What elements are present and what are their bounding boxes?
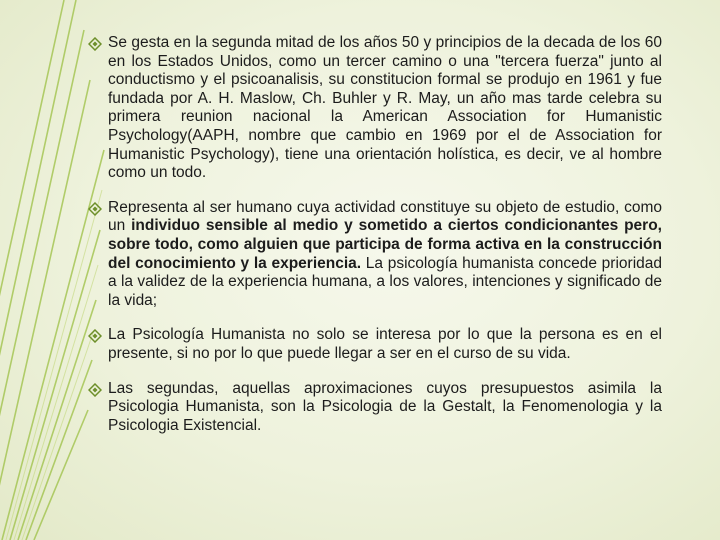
bullet-text: Se gesta en la segunda mitad de los años 50 y principios de la decada de los 60 en los Estados Unidos, como un tercer camino o una "tercera fuerza" junto al conductismo y el psicoanalisis, su constitucion formal se produjo en 1961 y fue fundada por A. H. Maslow, Ch. Buhler y R. May, un año mas tarde celebra su primera reunion nacional la American Association for Humanistic Psychology(AAPH, nombre que cambio en 1969 por el de Association for Humanistic Psychology), tiene una orientación holística, es decir, ve al hombre como un todo. [108,34,662,182]
bullet-text [108,199,662,311]
bullet-text: Las segundas, aquellas aproximaciones cuyos presupuestos asimila la Psicologia Humanista, son la Psicologia de la Gestalt, la Fenomenologia y la Psicologia Existencial. [108,379,662,434]
diamond-bullet-icon [88,37,108,51]
diamond-bullet-icon [88,383,108,397]
bullet-item [88,34,662,183]
bullet-text-end: La psicología humanista concede prioridad a la validez de la experiencia humana, a los valores, intenciones y significado de la vida; [108,254,662,309]
slide-content [88,34,662,451]
bullet-text-bold: individuo sensible al medio y sometido a ciertos condicionantes pero, sobre todo, como alguien que participa de forma activa en la construcción del conocimiento y la experiencia. [108,217,662,272]
bullet-item [88,326,662,363]
bullet-text: La Psicología Humanista no solo se interesa por lo que la persona es en el presente, si no por lo que puede llegar a ser en el curso de su vida. [108,326,662,362]
bullet-item [88,380,662,436]
bullet-item [88,199,662,311]
bullet-text-start: Representa al ser humano cuya actividad constituye su objeto de estudio, como un [108,198,662,235]
diamond-bullet-icon [88,329,108,343]
diamond-bullet-icon [88,202,108,216]
